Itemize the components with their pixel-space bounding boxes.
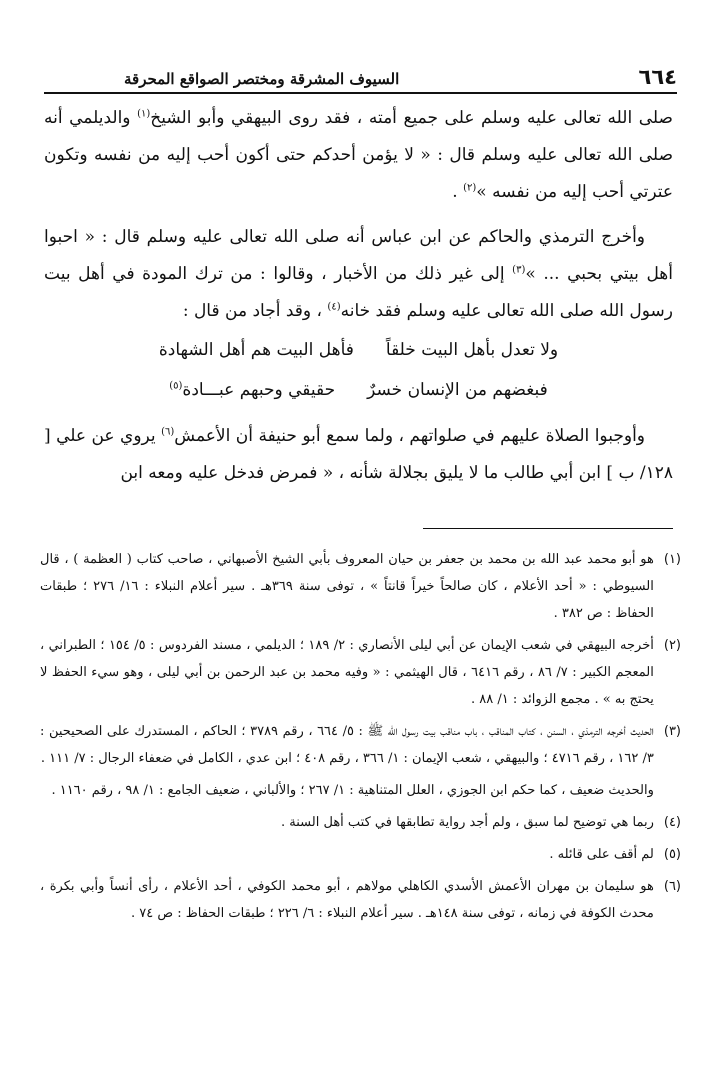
- paragraph-3: [44, 418, 673, 492]
- verse-line-2: [44, 370, 673, 410]
- text-segment: وأخرج الترمذي والحاكم عن ابن عباس أنه صلى الله تعالى عليه وسلم قال :: [101, 227, 646, 247]
- footnote-number: (١): [663, 552, 681, 567]
- footnote-text: ربما هي توضيح لما سبق ، ولم أجد رواية تطابقها في كتب أهل السنة .: [281, 815, 654, 830]
- footnote-separator: [423, 528, 673, 529]
- verse-hemistich: ولا تعدل بأهل البيت خلقاً: [385, 340, 559, 360]
- hadith-quote: « احبوا أهل بيتي بحبي ... »: [44, 227, 674, 284]
- footnote-text: [40, 718, 654, 804]
- footnote-6: [40, 873, 681, 927]
- text-segment: وأوجبوا الصلاة عليهم في صلواتهم ، ولما سمع أبو حنيفة أن الأعمش: [174, 426, 645, 446]
- verse-hemistich: فبغضهم من الإنسان خسرٌ: [367, 380, 548, 400]
- page-number: ٦٦٤: [638, 65, 677, 89]
- footnote-text: لم أقف على قائله .: [549, 847, 654, 862]
- page-header: [44, 60, 677, 94]
- footnote-ref-6: (٦): [161, 426, 175, 438]
- verse-line-1: [44, 330, 673, 370]
- main-text: [44, 100, 673, 492]
- running-title: السيوف المشرقة ومختصر الصواقع المحرقة: [124, 70, 400, 88]
- paragraph-2: [44, 219, 673, 330]
- footnote-5: [40, 841, 681, 868]
- text-segment: يروي عن علي [ ١٢٨/ ب ] ابن أبي طالب ما لا يليق بجلالة شأنه ، « فمرض فدخل عليه ومعه ابن: [44, 426, 673, 483]
- verse-hemistich: فأهل البيت هم أهل الشهادة: [158, 340, 354, 360]
- footnote-number: (٥): [663, 847, 681, 862]
- footnote-text: أخرجه البيهقي في شعب الإيمان عن أبي ليلى الأنصاري : ٢/ ١٨٩ ؛ الديلمي ، مسند الفردوس : ٥/ ١٥٤ ؛ الطبراني ، المعجم الكبير : ٧/ ٨٦ ، رقم ٦٤١٦ ، قال الهيثمي : « وفيه محمد بن عبد الرحمن بن أبي ليلى ، وهو سيء الحفظ لا يحتج به » . مجمع الزوائد : ١/ ٨٨ .: [40, 638, 654, 707]
- paragraph-1: [44, 100, 673, 211]
- text-segment: والديلمي أنه: [44, 108, 131, 128]
- text-segment: ، وقد أجاد من قال :: [182, 301, 322, 321]
- verse-hemistich-with-ref: [169, 370, 335, 410]
- text-segment: .: [452, 182, 458, 202]
- footnote-ref-2: (٢): [463, 182, 477, 194]
- text-segment: إلى غير ذلك من الأخبار ، وقالوا : من ترك المودة في أهل بيت رسول الله صلى الله تعالى عليه وسلم فقد خانه: [44, 264, 673, 321]
- footnote-text: هو سليمان بن مهران الأعمش الأسدي الكاهلي مولاهم ، أبو محمد الكوفي ، أحد الأعلام ، رأى أنساً وأبي بكرة ، محدث الكوفة في زمانه ، توفى سنة ١٤٨هـ . سير أعلام النبلاء : ٦/ ٢٢٦ ؛ طبقات الحفاظ : ص ٧٤ .: [40, 879, 654, 921]
- footnote-number: (٦): [663, 879, 681, 894]
- footnote-number: (٣): [663, 724, 681, 739]
- footnote-3: [40, 718, 681, 804]
- footnote-1: [40, 546, 681, 627]
- footnote-number: (٤): [663, 815, 681, 830]
- text-segment: عترتي أحب إليه من نفسه »: [476, 182, 673, 202]
- footnote-text: هو أبو محمد عبد الله بن محمد بن جعفر بن حيان المعروف بأبي الشيخ الأصبهاني ، صاحب كتاب ( العظمة ) ، قال السيوطي : « أحد الأعلام ، كان صالحاً خيراً قانتاً » ، توفى سنة ٣٦٩هـ . سير أعلام النبلاء : ١٦/ ٢٧٦ ؛ طبقات الحفاظ : ص ٣٨٢ .: [40, 552, 654, 621]
- footnote-paragraph: الحديث أخرجه الترمذي ، السنن ، كتاب المناقب ، باب مناقب بيت رسول الله ﷺ : ٥/ ٦٦٤ ، رقم ٣٧٨٩ ؛ الحاكم ، المستدرك على الصحيحين : ٣/ ١٦٢ ، رقم ٤٧١٦ ؛ والبيهقي ، شعب الإيمان : ١/ ٣٦٦ ، رقم ٤٠٨ ؛ ابن عدي ، الكامل في ضعفاء الرجال : ٧/ ١١١ .: [40, 724, 654, 766]
- footnote-2: [40, 632, 681, 713]
- footnote-ref-4: (٤): [327, 301, 341, 313]
- footnote-ref-3: (٣): [512, 264, 526, 276]
- footnote-paragraph: والحديث ضعيف ، كما حكم ابن الجوزي ، العلل المتناهية : ١/ ٢٦٧ ؛ والألباني ، ضعيف الجامع : ١/ ٩٨ ، رقم ١١٦٠ .: [51, 783, 654, 798]
- text-segment: صلى الله تعالى عليه وسلم على جميع أمته ، فقد روى البيهقي وأبو الشيخ: [150, 108, 673, 128]
- footnote-number: (٢): [663, 638, 681, 653]
- text-segment: صلى الله تعالى عليه وسلم قال : « لا يؤمن أحدكم حتى أكون أحب إليه من نفسه وتكون: [44, 145, 673, 165]
- verse-text: حقيقي وحبهم عبـــادة: [182, 380, 336, 400]
- footnote-ref-5: (٥): [169, 380, 183, 392]
- footnote-4: [40, 809, 681, 836]
- footnote-ref-1: (١): [137, 108, 151, 120]
- footnotes: [40, 546, 681, 932]
